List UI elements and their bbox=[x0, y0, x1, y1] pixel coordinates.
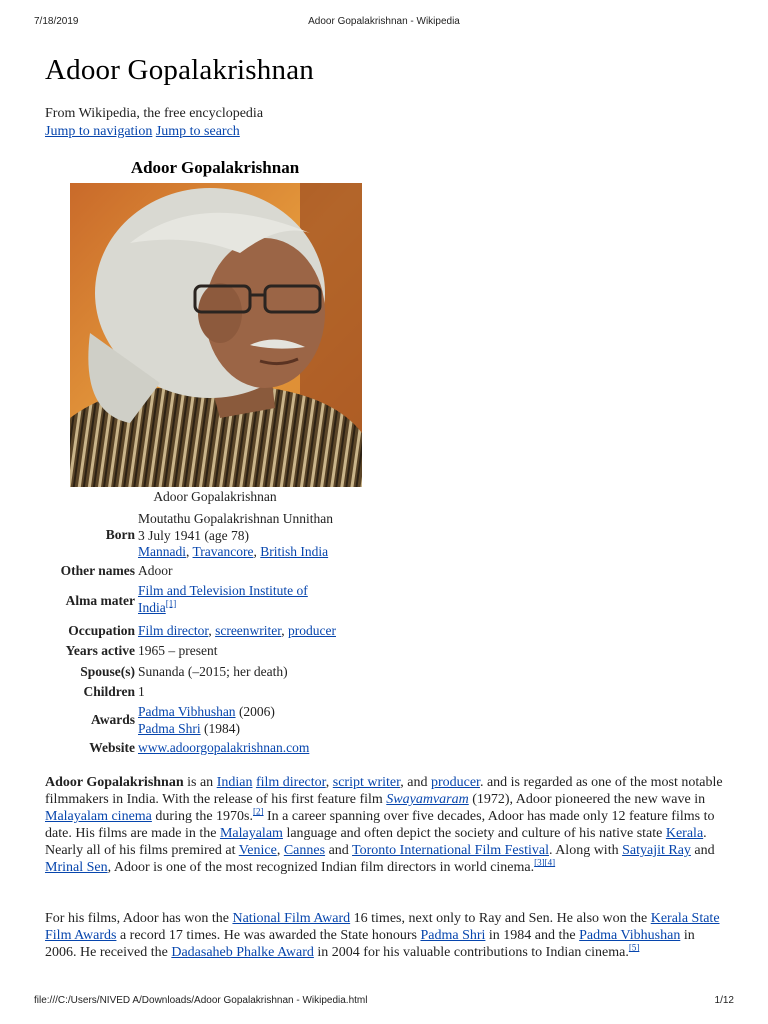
ref-4-link[interactable]: [4] bbox=[544, 857, 556, 868]
padma-vibhushan-link[interactable]: Padma Vibhushan bbox=[138, 704, 236, 719]
infobox-caption: Adoor Gopalakrishnan bbox=[130, 158, 300, 177]
jump-to-search-link[interactable]: Jump to search bbox=[155, 124, 240, 139]
print-page-number: 1/12 bbox=[714, 995, 734, 1006]
film-director-link[interactable]: film director bbox=[255, 775, 326, 790]
born-place: Mannadi, Travancore, British India bbox=[138, 544, 329, 559]
ftii-link-line2[interactable]: India bbox=[138, 599, 166, 615]
padma-shri-year: (1984) bbox=[200, 720, 240, 736]
infobox-row-born bbox=[45, 511, 385, 561]
ref-3-link[interactable]: [3] bbox=[534, 857, 545, 868]
website-value bbox=[138, 740, 388, 757]
jump-links bbox=[45, 124, 240, 140]
other-names-value: Adoor bbox=[138, 563, 173, 578]
ref-5-link[interactable]: [5] bbox=[628, 942, 640, 953]
awards-label: Awards bbox=[90, 712, 135, 727]
occupation-label: Occupation bbox=[68, 623, 135, 638]
kerala-link[interactable]: Kerala bbox=[665, 826, 704, 841]
malayalam-link[interactable]: Malayalam bbox=[219, 826, 283, 841]
producer-link[interactable]: producer bbox=[430, 775, 480, 790]
padma-shri-link[interactable]: Padma Shri bbox=[138, 720, 201, 736]
alma-mater-value bbox=[138, 583, 388, 616]
satyajit-ray-link[interactable]: Satyajit Ray bbox=[622, 843, 691, 858]
born-label: Born bbox=[105, 527, 135, 542]
born-name: Moutathu Gopalakrishnan Unnithan bbox=[138, 511, 333, 526]
kerala-state-film-awards-link[interactable]: Kerala State Film Awards bbox=[45, 911, 720, 943]
screenwriter-link[interactable]: screenwriter bbox=[215, 623, 282, 638]
spouse-label: Spouse(s) bbox=[80, 664, 135, 679]
mrinal-sen-link[interactable]: Mrinal Sen bbox=[45, 860, 108, 875]
infobox-row-alma-mater bbox=[45, 583, 385, 619]
venice-link[interactable]: Venice bbox=[238, 843, 277, 858]
spouse-value: Sunanda (–2015; her death) bbox=[138, 664, 288, 679]
born-date: 3 July 1941 (age 78) bbox=[138, 527, 249, 543]
born-value bbox=[138, 511, 388, 561]
children-label: Children bbox=[83, 684, 135, 699]
alma-mater-label: Alma mater bbox=[65, 593, 135, 608]
years-active-label: Years active bbox=[65, 643, 135, 658]
ref-2-link[interactable]: [2] bbox=[253, 806, 264, 817]
film-director-link[interactable]: Film director bbox=[138, 623, 209, 638]
dadasaheb-phalke-award-link[interactable]: Dadasaheb Phalke Award bbox=[171, 945, 314, 960]
indian-link[interactable]: Indian bbox=[216, 775, 253, 790]
tiff-link[interactable]: Toronto International Film Festival bbox=[352, 843, 549, 858]
mannadi-link[interactable]: Mannadi bbox=[138, 544, 186, 559]
swayamvaram-link[interactable]: Swayamvaram bbox=[386, 792, 469, 807]
awards-value bbox=[138, 704, 388, 737]
print-footer-url: file:///C:/Users/NIVED A/Downloads/Adoor Gopalakrishnan - Wikipedia.html bbox=[34, 995, 368, 1006]
page-title: Adoor Gopalakrishnan bbox=[45, 54, 314, 86]
website-label: Website bbox=[89, 740, 135, 755]
padma-shri-link[interactable]: Padma Shri bbox=[420, 928, 486, 943]
awards-paragraph: For his films, Adoor has won the National Film Award 16 times, next only to Ray and Sen. He also won the Kerala State Film Awards a record 17 times. He was awarded the State honours Padma Shri in 1984 and the Padma Vibhushan in 2006. He received the Dadasaheb Phalke Award in 2004 for his valuable contributions to Indian cinema.[5] bbox=[45, 911, 720, 960]
infobox-row-other-names bbox=[45, 563, 385, 580]
padma-vibhushan-year: (2006) bbox=[235, 704, 275, 719]
travancore-link[interactable]: Travancore bbox=[192, 544, 254, 559]
website-link[interactable]: www.adoorgopalakrishnan.com bbox=[138, 740, 310, 755]
image-caption: Adoor Gopalakrishnan bbox=[153, 489, 277, 504]
other-names-label: Other names bbox=[60, 563, 135, 578]
ref-1-link[interactable]: [1] bbox=[165, 598, 177, 608]
script-writer-link[interactable]: script writer bbox=[332, 775, 401, 790]
jump-to-navigation-link[interactable]: Jump to navigation bbox=[45, 124, 153, 139]
british-india-link[interactable]: British India bbox=[260, 544, 329, 559]
tagline: From Wikipedia, the free encyclopedia bbox=[45, 106, 264, 121]
print-date: 7/18/2019 bbox=[34, 16, 79, 27]
infobox-row-website bbox=[45, 740, 385, 757]
infobox-row-children bbox=[45, 684, 385, 701]
malayalam-cinema-link[interactable]: Malayalam cinema bbox=[45, 809, 152, 824]
portrait-image bbox=[70, 183, 362, 487]
intro-paragraph: Adoor Gopalakrishnan is an Indian film director, script writer, and producer. and is regarded as one of the most notable filmmakers in India. With the release of his first feature film Swayamvaram (1972), Adoor pioneered the new wave in Malayalam cinema during the 1970s.[2] In a career spanning over five decades, Adoor has made only 12 feature films to date. His films are made in the Malayalam language and often depict the society and culture of his native state Kerala. Nearly all of his films premired at Venice, Cannes and Toronto International Film Festival. Along with Satyajit Ray and Mrinal Sen, Adoor is one of the most recognized Indian film directors in world cinema.[3][4] bbox=[45, 775, 723, 875]
infobox-row-occupation bbox=[45, 623, 385, 640]
children-value: 1 bbox=[138, 684, 145, 699]
ftii-link-line1[interactable]: Film and Television Institute of bbox=[138, 583, 308, 598]
padma-vibhushan-link[interactable]: Padma Vibhushan bbox=[579, 928, 681, 943]
infobox-row-years-active bbox=[45, 643, 385, 660]
producer-link[interactable]: producer bbox=[288, 623, 336, 638]
print-header-title: Adoor Gopalakrishnan - Wikipedia bbox=[308, 16, 460, 27]
infobox-row-awards bbox=[45, 704, 385, 738]
infobox-row-spouse bbox=[45, 664, 385, 681]
occupation-value: Film director, screenwriter, producer bbox=[138, 623, 336, 638]
cannes-link[interactable]: Cannes bbox=[283, 843, 326, 858]
national-film-award-link[interactable]: National Film Award bbox=[232, 911, 351, 926]
years-active-value: 1965 – present bbox=[138, 643, 218, 658]
